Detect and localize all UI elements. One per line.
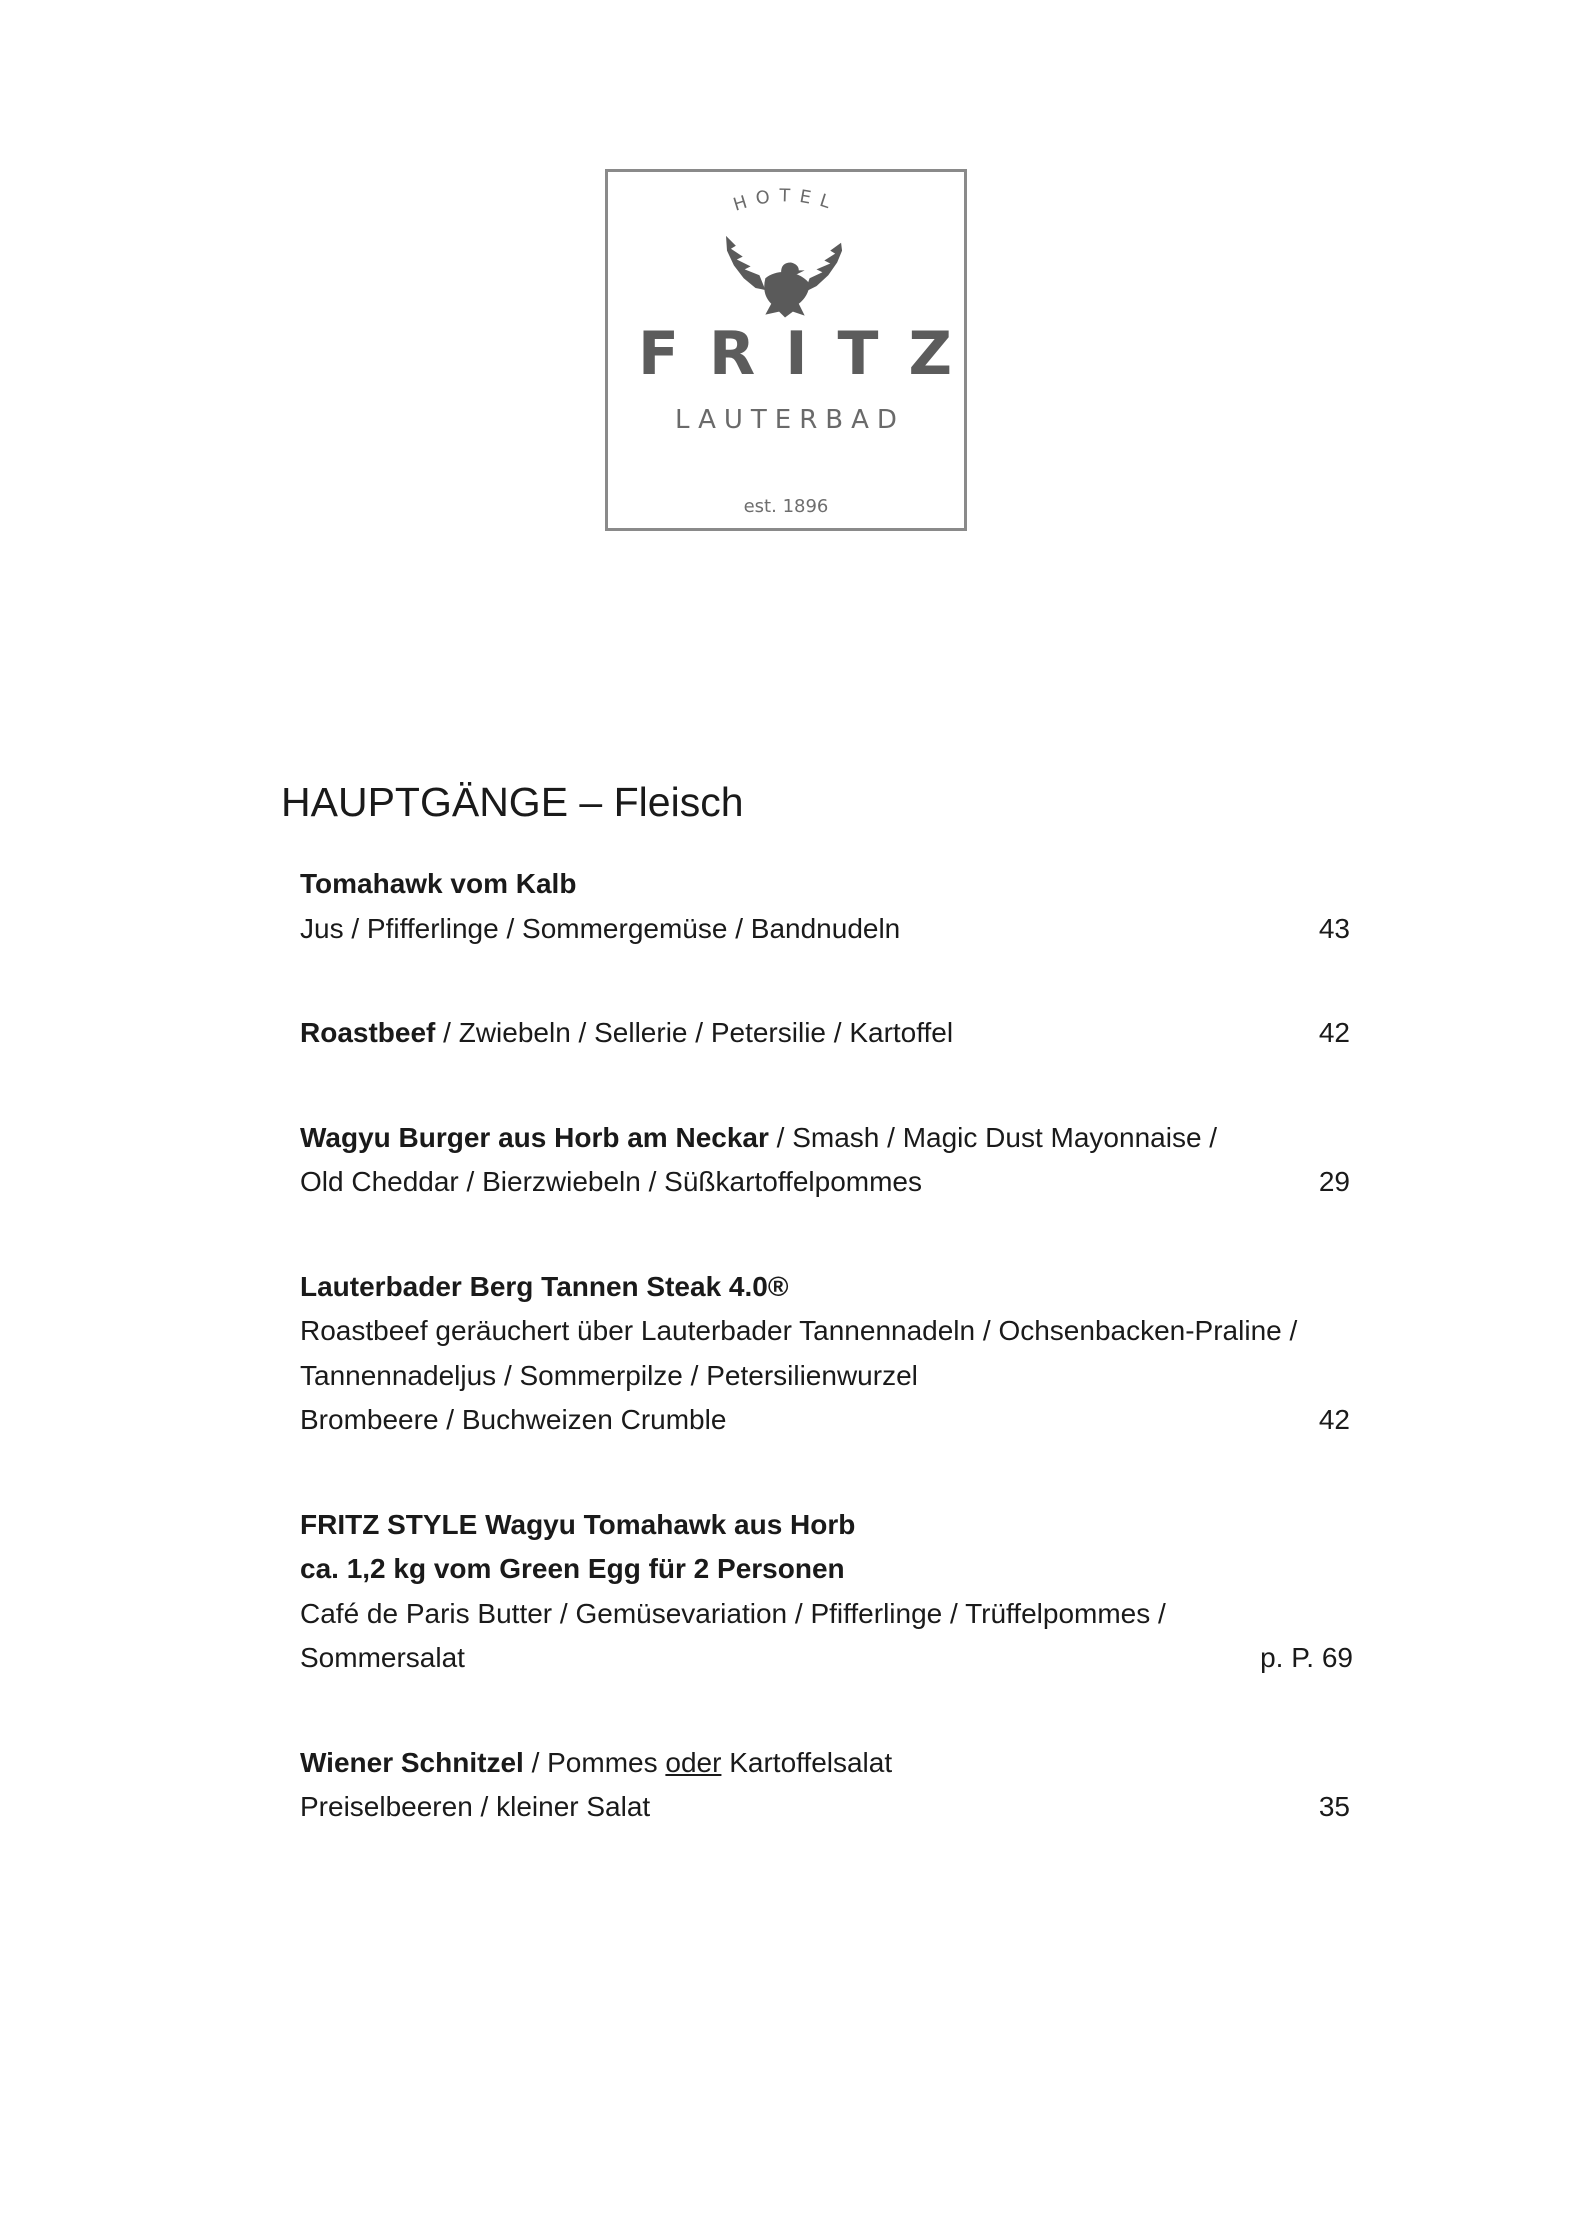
menu-item-name: Roastbeef bbox=[300, 1017, 436, 1048]
menu-item-title bbox=[300, 1116, 1350, 1161]
menu-item-price: p. P. 69 bbox=[1260, 1642, 1353, 1673]
eagle-icon bbox=[726, 236, 842, 318]
menu-item-description: Preiselbeeren / kleiner Salat 35 bbox=[300, 1785, 1350, 1830]
menu-item-title bbox=[300, 1011, 1350, 1056]
menu-item-title: Lauterbader Berg Tannen Steak 4.0® bbox=[300, 1270, 789, 1302]
logo-name: FRITZ bbox=[638, 319, 982, 389]
menu-item-description: Roastbeef geräuchert über Lauterbader Tannennadeln / Ochsenbacken-Praline / bbox=[300, 1315, 1298, 1346]
menu-item bbox=[300, 862, 1350, 951]
menu-item-option-word: oder bbox=[665, 1746, 722, 1778]
logo-location: LAUTERBAD bbox=[675, 405, 905, 435]
menu-item-description: Café de Paris Butter / Gemüsevariation / Pfifferlinge / Trüffelpommes / bbox=[300, 1597, 1166, 1629]
menu-item-description: / Smash / Magic Dust Mayonnaise / bbox=[768, 1121, 1218, 1153]
menu-item-price: 43 bbox=[1318, 912, 1350, 944]
menu-item-subtitle: ca. 1,2 kg vom Green Egg für 2 Personen bbox=[300, 1553, 845, 1584]
menu-item-name: Wagyu Burger aus Horb am Neckar bbox=[300, 1121, 769, 1153]
hotel-logo bbox=[605, 169, 982, 531]
menu-item bbox=[300, 1011, 1350, 1056]
menu-item bbox=[300, 1116, 1350, 1205]
menu-item-description: Jus / Pfifferlinge / Sommergemüse / Bandnudeln 43 bbox=[300, 907, 1350, 952]
menu-item-name: Wiener Schnitzel bbox=[300, 1746, 524, 1778]
menu-item-description: Brombeere / Buchweizen Crumble 42 bbox=[300, 1398, 1350, 1443]
menu-item-price: 29 bbox=[1318, 1166, 1350, 1197]
logo-established: est. 1896 bbox=[743, 496, 829, 517]
menu-item-description: / Zwiebeln / Sellerie / Petersilie / Kartoffel bbox=[435, 1017, 954, 1048]
menu-item-title: Wiener Schnitzel / Pommes oder Kartoffelsalat bbox=[300, 1746, 893, 1778]
menu-item bbox=[300, 1741, 1350, 1830]
menu-item-description: Old Cheddar / Bierzwiebeln / Süßkartoffelpommes 29 bbox=[300, 1160, 1350, 1205]
menu-item bbox=[300, 1265, 1350, 1443]
menu-list bbox=[300, 862, 1353, 1890]
menu-item-price: 42 bbox=[1318, 1017, 1350, 1048]
section-title: HAUPTGÄNGE – Fleisch bbox=[281, 779, 744, 825]
menu-item-description: Tannennadeljus / Sommerpilze / Petersilienwurzel bbox=[300, 1359, 918, 1391]
menu-item bbox=[300, 1503, 1353, 1681]
menu-item-price: 42 bbox=[1318, 1404, 1350, 1435]
logo-hotel-text: HOTEL bbox=[731, 186, 842, 216]
menu-item-title: FRITZ STYLE Wagyu Tomahawk aus Horb bbox=[300, 1508, 856, 1540]
menu-item-title: Tomahawk vom Kalb bbox=[300, 868, 577, 899]
menu-item-description: Sommersalat p. P. 69 bbox=[300, 1636, 1350, 1681]
menu-item-price: 35 bbox=[1318, 1791, 1350, 1822]
